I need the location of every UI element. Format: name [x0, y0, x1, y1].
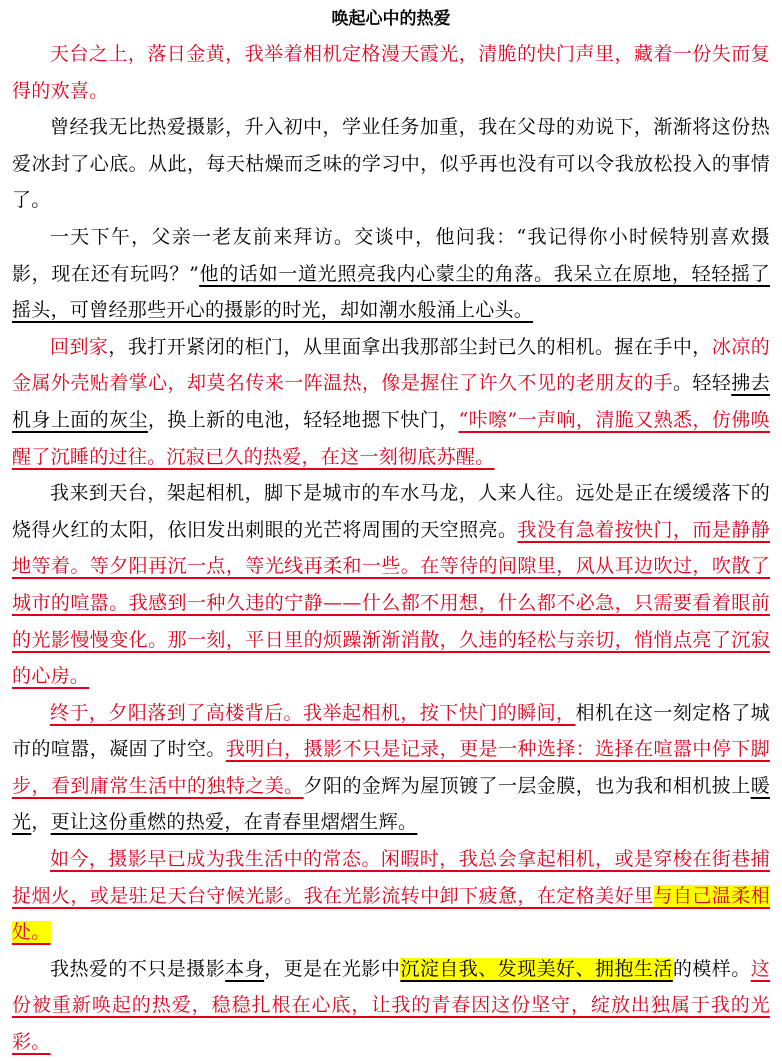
p4-red-underlined-text: “咔嚓”一声响，清脆又熟悉，仿佛唤醒了沉睡的过往。沉寂已久的热爱，在这一刻彻底苏醒。 [12, 408, 770, 468]
p6-text-3: ， [31, 811, 51, 834]
p3-underlined-text: 他的话如一道光照亮我内心蒙尘的角落。我呆立在原地，轻轻摇了摇头，可曾经那些开心的摄影的时光，却如潮水般涌上心头。 [12, 262, 770, 322]
p6-red-underlined-text-1: 终于，夕阳落到了高楼背后。我举起相机，按下快门的瞬间， [50, 701, 576, 724]
p4-text-2: 。轻轻 [672, 372, 732, 395]
paragraph-2 [12, 109, 770, 219]
p8-red-underlined-text: 这份被重新唤起的热爱，稳稳扎根在心底，让我的青春因这份坚守，绽放出独属于我的光彩。 [12, 957, 771, 1054]
p1-red-text: 天台之上，落日金黄，我举着相机定格漫天霞光，清脆的快门声里，藏着一份失而复得的欢喜。 [12, 43, 770, 102]
p2-text: 曾经我无比热爱摄影，升入初中，学业任务加重，我在父母的劝说下，渐渐将这份热爱冰封了心底。从此，每天枯燥而乏味的学习中，似乎再也没有可以令我放松投入的事情了。 [12, 116, 770, 212]
p6-text-1: 相机在这一刻定格了城市的喧嚣，凝固了时空。 [12, 701, 770, 761]
p5-red-underlined-text: 我没有急着按快门，而是静静地等着。等夕阳再沉一点，等光线再柔和一些。在等待的间隙里，风从耳边吹过，吹散了城市的喧嚣。我感到一种久违的宁静——什么都不用想，什么都不必急，只需要看着眼前的光影慢慢变化。那一刻，平日里的烦躁渐渐消散，久违的轻松与亲切，悄悄点亮了沉寂的心房。 [12, 518, 770, 688]
p4-text-3: ，换上新的电池，轻轻地摁下快门， [147, 408, 459, 431]
p6-underlined-text: 更让这份重燃的热爱，在青春里熠熠生辉。 [50, 811, 418, 834]
p8-text-3: 的模样。 [672, 957, 751, 980]
p7-highlighted-text: 与自己温柔相处。 [12, 884, 770, 944]
paragraph-8 [12, 951, 770, 1061]
paragraph-5 [12, 475, 770, 695]
p8-underlined-word: 本身 [225, 957, 265, 980]
p8-text-1: 我热爱的不只是摄影 [50, 957, 226, 980]
p6-underlined-word: 暖光 [12, 774, 770, 834]
p4-red-text-2: 冰凉的金属外壳贴着掌心，却莫名传来一阵温热，像是握住了许久不见的老朋友的手 [12, 335, 770, 395]
p8-text-2: ，更是在光影中 [264, 957, 401, 980]
p3-text: 一天下午，父亲一老友前来拜访。交谈中，他问我：“我记得你小时候特别喜欢摄影，现在还有玩吗？” [12, 225, 770, 285]
p4-red-text-1: 回到家 [50, 335, 109, 358]
p4-underlined-text: 拂去机身上面的灰尘 [12, 372, 771, 431]
p6-red-underlined-text-2: 我明白，摄影不只是记录，更是一种选择：选择在喧嚣中停下脚步，看到庸常生活中的独特之美。 [12, 738, 770, 797]
paragraph-1 [12, 36, 770, 109]
essay-title: 唤起心中的热爱 [331, 9, 451, 29]
p6-text-2: 夕阳的金辉为屋顶镀了一层金膜，也为我和相机披上 [303, 774, 751, 797]
paragraph-7 [12, 841, 770, 951]
paragraph-6 [12, 695, 770, 841]
paragraph-4 [12, 329, 770, 475]
p7-red-underlined-text: 如今，摄影早已成为我生活中的常态。闲暇时，我总会拿起相机，或是穿梭在街巷捕捉烟火，或是驻足天台守候光影。我在光影流转中卸下疲惫，在定格美好里 [12, 848, 770, 907]
p4-text-1: ，我打开紧闭的柜门，从里面拿出我那部尘封已久的相机。握在手中， [108, 335, 712, 358]
p8-highlighted-text: 沉淀自我、发现美好、拥抱生活 [400, 957, 673, 980]
paragraph-3 [12, 219, 770, 329]
p5-text: 我来到天台，架起相机，脚下是城市的车水马龙，人来人往。远处是正在缓缓落下的烧得火红的太阳，依旧发出刺眼的光芒将周围的天空照亮。 [12, 482, 770, 541]
